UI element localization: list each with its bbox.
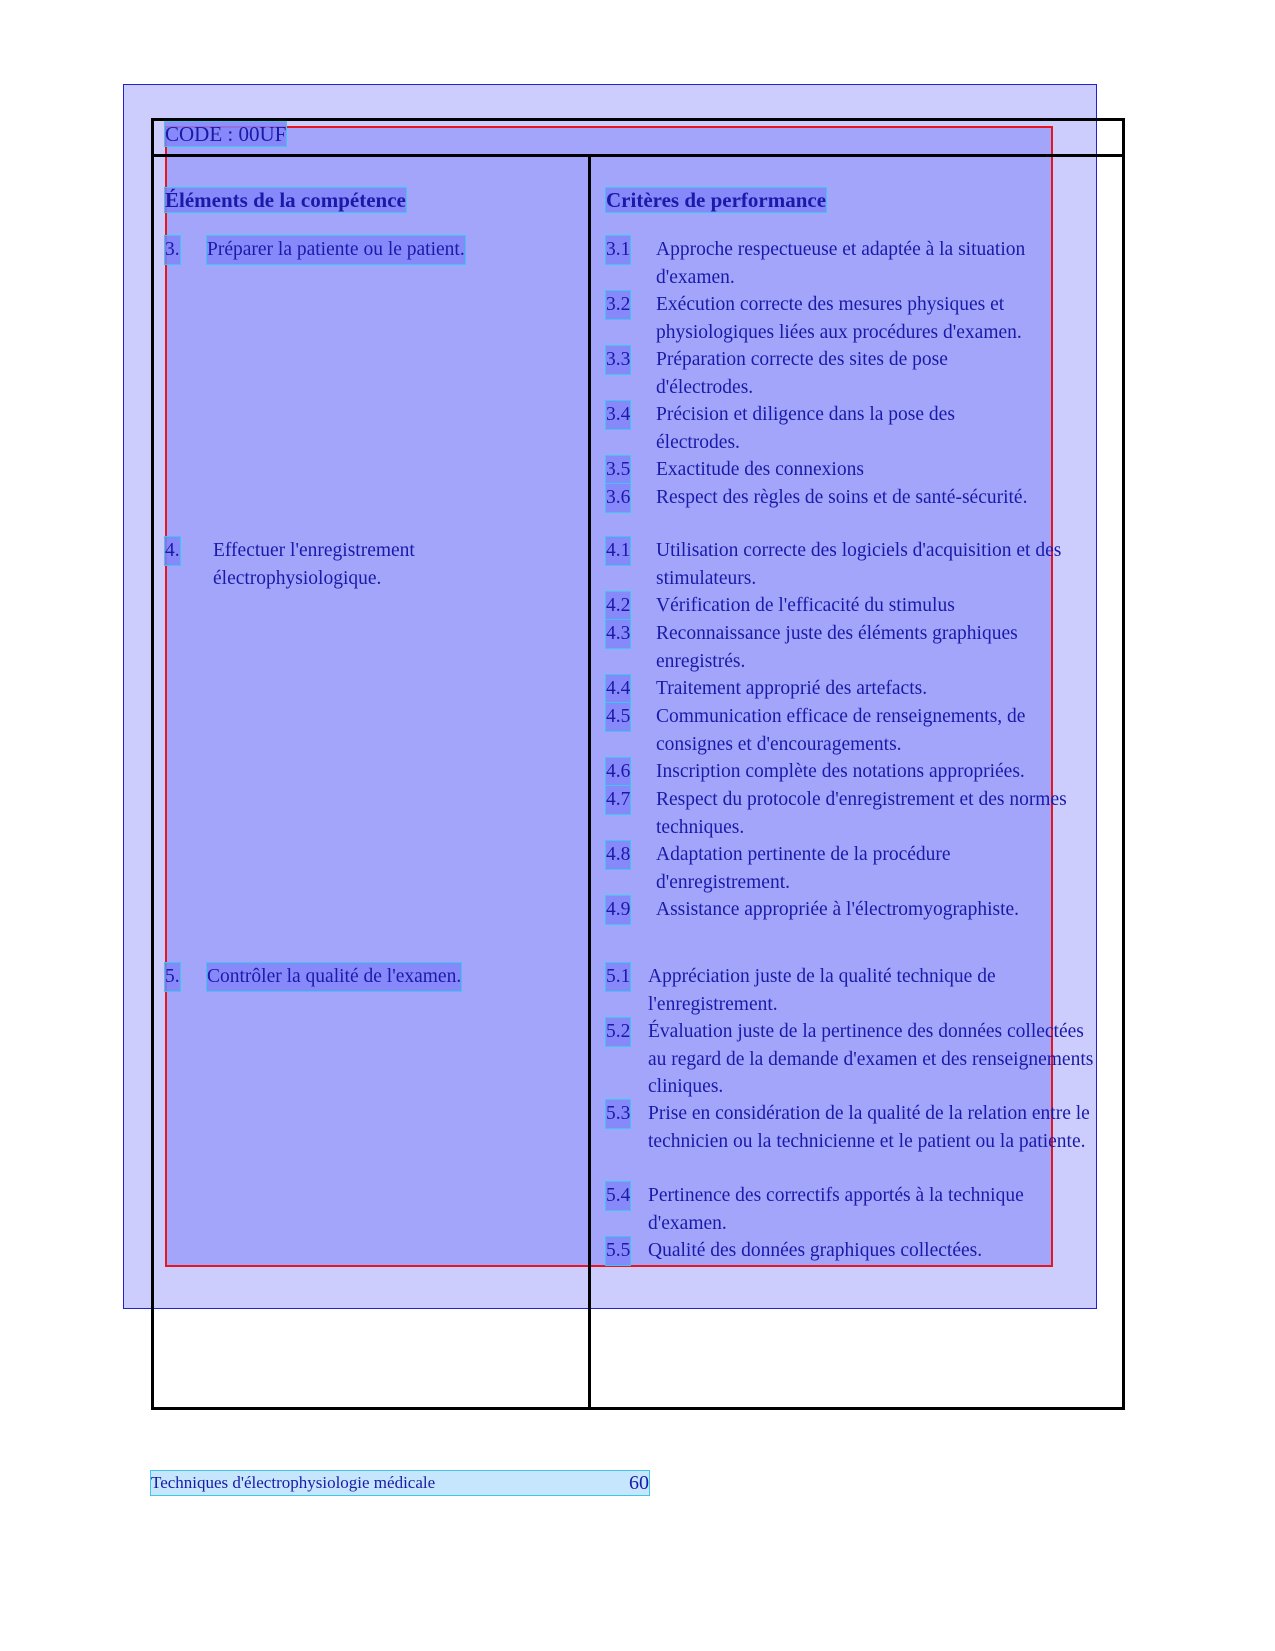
element-text: Effectuer l'enregistrement électrophysiologique. xyxy=(213,540,415,589)
criterion-number: 5.4 xyxy=(606,1182,630,1210)
criterion-text: Reconnaissance juste des éléments graphiques enregistrés. xyxy=(656,623,1018,672)
criterion-number: 4.7 xyxy=(606,786,630,814)
criterion-number: 4.3 xyxy=(606,620,630,648)
criterion-text: Précision et diligence dans la pose des électrodes. xyxy=(656,404,955,453)
criterion-number: 4.6 xyxy=(606,758,630,786)
criterion-text: Exactitude des connexions xyxy=(656,459,864,480)
criterion-text: Inscription complète des notations appropriées. xyxy=(656,761,1025,782)
element-text: Contrôler la qualité de l'examen. xyxy=(207,963,461,991)
criterion-text: Communication efficace de renseignements, de consignes et d'encouragements. xyxy=(656,706,1026,755)
criterion-text: Respect des règles de soins et de santé-sécurité. xyxy=(656,487,1028,508)
criterion-number: 5.2 xyxy=(606,1018,630,1046)
criterion-number: 5.5 xyxy=(606,1237,630,1265)
element-number: 5. xyxy=(165,963,180,991)
page-number: 60 xyxy=(629,1472,649,1494)
criterion-text: Traitement approprié des artefacts. xyxy=(656,678,928,699)
criterion-number: 3.4 xyxy=(606,401,630,429)
element-number: 4. xyxy=(165,537,180,565)
criterion-number: 4.2 xyxy=(606,592,630,620)
element-text: Préparer la patiente ou le patient. xyxy=(207,236,465,264)
element-number: 3. xyxy=(165,236,180,264)
criterion-text: Vérification de l'efficacité du stimulus xyxy=(656,595,955,616)
footer-title: Techniques d'électrophysiologie médicale xyxy=(151,1473,436,1492)
criterion-text: Adaptation pertinente de la procédure d'enregistrement. xyxy=(656,844,951,893)
criterion-text: Approche respectueuse et adaptée à la situation d'examen. xyxy=(656,239,1026,288)
criterion-number: 4.1 xyxy=(606,537,630,565)
criterion-text: Exécution correcte des mesures physiques et physiologiques liées aux procédures d'examen. xyxy=(656,294,1022,343)
criterion-text: Appréciation juste de la qualité technique de l'enregistrement. xyxy=(648,966,996,1015)
criterion-number: 4.4 xyxy=(606,675,630,703)
criterion-text: Préparation correcte des sites de pose d'électrodes. xyxy=(656,349,948,398)
criterion-text: Évaluation juste de la pertinence des données collectées au regard de la demande d'examen et des renseignements cliniques. xyxy=(648,1021,1094,1098)
code-line: CODE : 00UF xyxy=(165,122,287,146)
criterion-number: 3.2 xyxy=(606,291,630,319)
page-footer xyxy=(151,1471,649,1495)
criterion-text: Assistance appropriée à l'électromyographiste. xyxy=(656,899,1020,920)
header-elements: Éléments de la compétence xyxy=(165,188,406,212)
criterion-number: 3.5 xyxy=(606,456,630,484)
criterion-text: Pertinence des correctifs apportés à la technique d'examen. xyxy=(648,1185,1024,1234)
criterion-number: 3.1 xyxy=(606,236,630,264)
table-header-divider xyxy=(151,154,1125,157)
criterion-number: 3.6 xyxy=(606,484,630,512)
criterion-number: 5.3 xyxy=(606,1100,630,1128)
criterion-number: 5.1 xyxy=(606,963,630,991)
criterion-text: Prise en considération de la qualité de la relation entre le technicien ou la technicienne et le patient ou la patiente. xyxy=(648,1103,1090,1152)
header-criteres: Critères de performance xyxy=(606,188,827,212)
table-column-divider xyxy=(588,156,591,1410)
criterion-number: 4.8 xyxy=(606,841,630,869)
criterion-text: Respect du protocole d'enregistrement et des normes techniques. xyxy=(656,789,1067,838)
criterion-number: 4.5 xyxy=(606,703,630,731)
criterion-number: 3.3 xyxy=(606,346,630,374)
criterion-text: Utilisation correcte des logiciels d'acquisition et des stimulateurs. xyxy=(656,540,1062,589)
criterion-number: 4.9 xyxy=(606,896,630,924)
criterion-text: Qualité des données graphiques collectées. xyxy=(648,1240,983,1261)
